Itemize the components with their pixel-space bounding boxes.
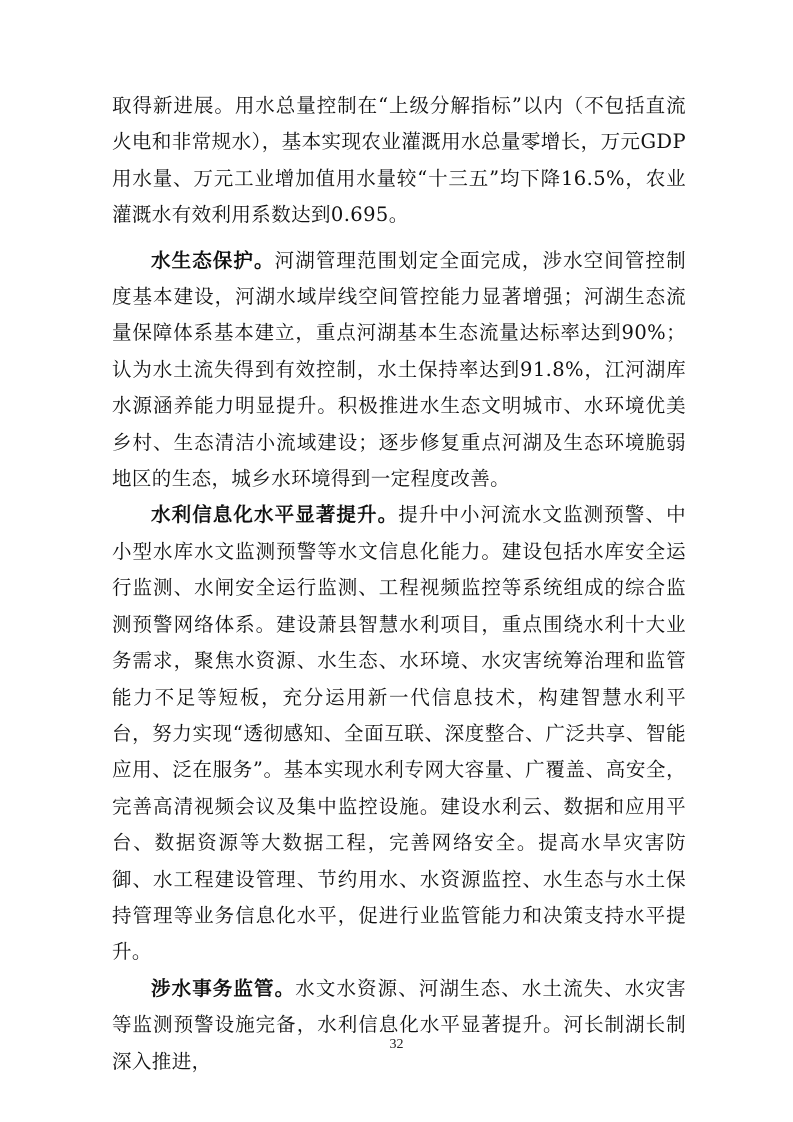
paragraph-heading: 水利信息化水平显著提升。 — [151, 503, 399, 527]
paragraph-heading: 涉水事务监管。 — [151, 976, 296, 1000]
paragraph-heading: 水生态保护。 — [151, 248, 275, 272]
paragraph-text: 提升中小河流水文监测预警、中小型水库水文监测预警等水文信息化能力。建设包括水库安全运行监测、水闸安全运行监测、工程视频监控等系统组成的综合监测预警网络体系。建设萧县智慧水利项目，重点围绕水利十大业务需求，聚焦水资源、水生态、水环境、水灾害统筹治理和监管能力不足等短板，充分运用新一代信息技术，构建智慧水利平台，努力实现“透彻感知、全面互联、深度整合、广泛共享、智能应用、泛在服务”。基本实现水利专网大容量、广覆盖、高安全，完善高清视频会议及集中监控设施。建设水利云、数据和应用平台、数据资源等大数据工程，完善网络安全。提高水旱灾害防御、水工程建设管理、节约用水、水资源监控、水生态与水土保持管理等业务信息化水平，促进行业监管能力和决策支持水平提升。 — [112, 503, 686, 964]
paragraph-water-informatization — [112, 497, 686, 970]
paragraph-water-ecology-protection — [112, 243, 686, 498]
paragraph-text: 河湖管理范围划定全面完成，涉水空间管控制度基本建设，河湖水域岸线空间管控能力显著增强；河湖生态流量保障体系基本建立，重点河湖基本生态流量达标率达到90%；认为水土流失得到有效控制，水土保持率达到91.8%，江河湖库水源涵养能力明显提升。积极推进水生态文明城市、水环境优美乡村、生态清洁小流域建设；逐步修复重点河湖及生态环境脆弱地区的生态，城乡水环境得到一定程度改善。 — [112, 248, 686, 491]
page-number: 32 — [389, 1037, 404, 1052]
paragraph-water-affairs-supervision — [112, 971, 686, 1080]
paragraph-text: 水文水资源、河湖生态、水土流失、水灾害等监测预警设施完备，水利信息化水平显著提升。河长制湖长制深入推进， — [112, 976, 686, 1073]
paragraph-text: 取得新进展。用水总量控制在“上级分解指标”以内（不包括直流火电和非常规水），基本实现农业灌溉用水总量零增长，万元GDP用水量、万元工业增加值用水量较“十三五”均下降16.5%，农业灌溉水有效利用系数达到0.695。 — [112, 94, 686, 227]
paragraph-water-use-continued — [112, 88, 686, 234]
page-body — [112, 88, 686, 1073]
